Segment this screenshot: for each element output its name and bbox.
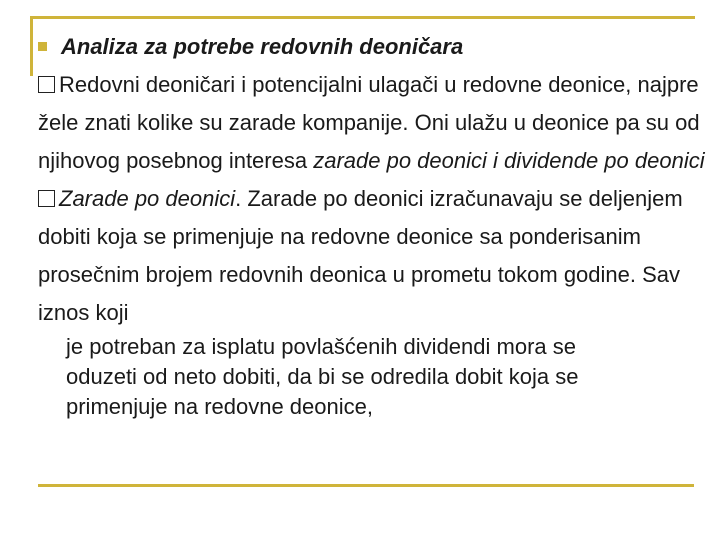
bottom-rule <box>38 484 694 487</box>
continuation-line-2: oduzeti od neto dobiti, da bi se odredila dobit koja se <box>66 364 579 389</box>
square-bullet-icon <box>38 42 47 51</box>
continuation-line-3: primenjuje na redovne deonice, <box>66 394 373 419</box>
box-bullet-icon <box>38 76 55 93</box>
para2-italic-lead: Zarade po deonici <box>59 186 236 211</box>
hanging-continuation <box>38 332 708 422</box>
slide-title <box>38 28 708 66</box>
paragraph-redovni-deonicari <box>38 66 708 180</box>
box-bullet-icon <box>38 190 55 207</box>
title-text: Analiza za potrebe redovnih deoničara <box>61 34 464 59</box>
slide-content <box>38 28 708 422</box>
left-rule <box>30 16 33 76</box>
para1-text: Redovni deoničari i potencijalni ulagači u redovne deonice, najpre žele znati kolike su zarade kompanije. Oni ulažu u deonice pa su od njihovog posebnog interesa <box>38 72 700 173</box>
para2-text-b: Sav iznos koji <box>38 262 681 325</box>
paragraph-zarade-po-deonici <box>38 180 708 332</box>
para2-text-a: . Zarade po deonici izračunavaju se deljenjem dobiti koja se primenjuje na redovne deonice sa ponderisanim prosečnim brojem redovnih deonica u prometu tokom godine. <box>38 186 683 287</box>
continuation-line-1: je potreban za isplatu povlašćenih dividendi mora se <box>66 334 576 359</box>
top-rule <box>30 16 695 19</box>
para1-italic: zarade po deonici i dividende po deonici <box>313 148 705 173</box>
